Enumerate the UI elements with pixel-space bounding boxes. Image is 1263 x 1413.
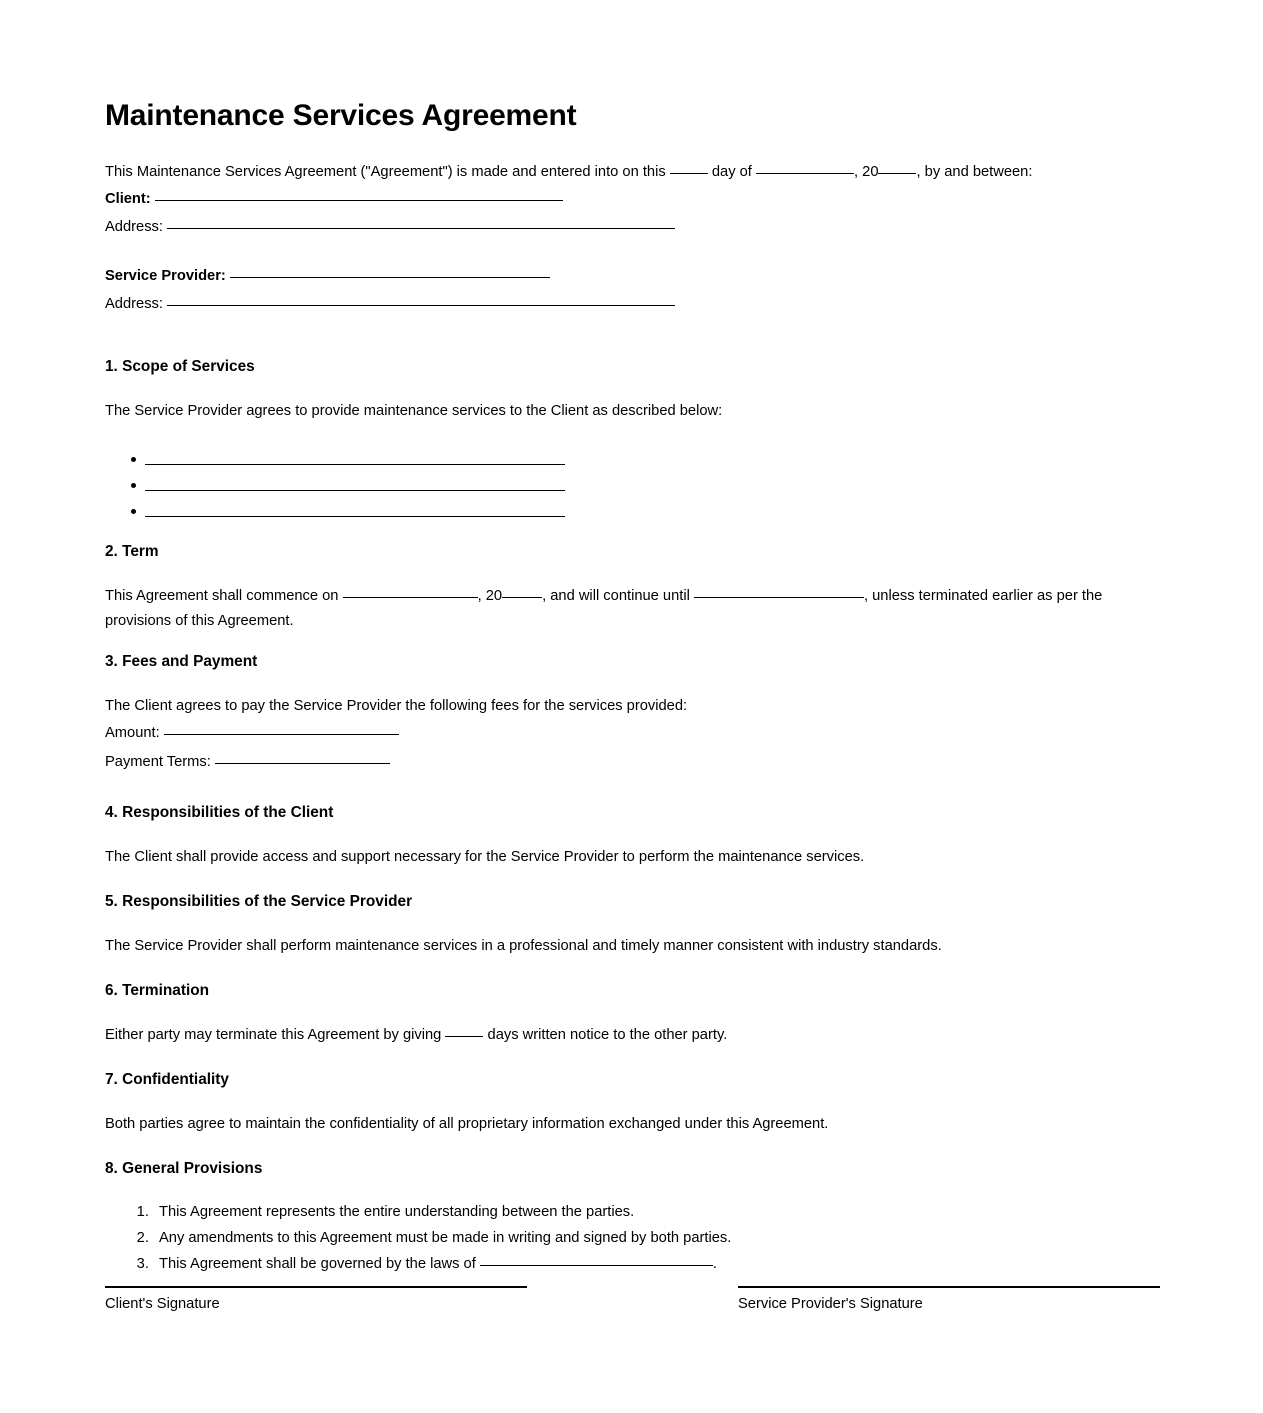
list-item [153,1251,1165,1277]
section-client-responsibilities [105,803,1165,870]
section-provider-responsibilities [105,892,1165,959]
section-heading-general-provisions: 8. General Provisions [105,1160,263,1178]
section-heading-confidentiality: 7. Confidentiality [105,1071,229,1089]
intro-text-part-2: day of [711,164,752,180]
client-address-field-row [105,213,1165,241]
term-end-date-input[interactable] [694,584,864,598]
intro-text-part-1: This Maintenance Services Agreement ("Agreement") is made and entered into on this [105,164,666,180]
client-signature-label: Client's Signature [105,1296,220,1312]
section-body-client-responsibilities: The Client shall provide access and support necessary for the Service Provider to perform the maintenance services. [105,849,865,866]
section-confidentiality [105,1070,1165,1137]
document-body [105,98,1165,1277]
section-body-provider-responsibilities: The Service Provider shall perform maintenance services in a professional and timely manner consistent with industry standards. [105,938,942,955]
provider-party-block [105,262,1165,318]
term-start-year-input[interactable] [502,584,542,598]
term-text-part-3: , and will continue until [542,588,690,605]
scope-item-input-1[interactable] [145,452,565,465]
payment-terms-input[interactable] [215,750,390,764]
payment-terms-label: Payment Terms: [105,754,211,771]
client-signature-line[interactable] [105,1286,527,1288]
list-item [131,446,1165,472]
provider-name-input[interactable] [230,264,550,278]
section-heading-termination: 6. Termination [105,982,210,1000]
list-item [131,472,1165,498]
year-blank[interactable] [878,160,916,174]
provider-signature-label: Service Provider's Signature [738,1296,923,1312]
scope-item-input-2[interactable] [145,478,565,491]
day-blank[interactable] [670,160,708,174]
section-heading-term: 2. Term [105,543,159,561]
section-body-term [105,584,1165,634]
termination-text-part-1: Either party may terminate this Agreement by giving [105,1027,442,1044]
term-text-part-2: , 20 [477,588,503,605]
section-heading-scope: 1. Scope of Services [105,358,255,375]
section-scope-of-services [105,357,1165,524]
list-item: 2. Any amendments to this Agreement must be made in writing and signed by both parties. [153,1225,1165,1251]
provider-signature-column [738,1286,1160,1314]
section-fees-and-payment [105,652,1165,777]
amount-field-row [105,719,1165,748]
page-title: Maintenance Services Agreement [105,99,577,132]
general-provisions-list [105,1199,1165,1277]
termination-text-part-2: days written notice to the other party. [487,1027,728,1044]
term-text-part-4: , unless terminated earlier as per the provisions of this Agreement. [105,588,1103,630]
section-term [105,542,1165,634]
client-name-input[interactable] [155,187,563,201]
client-field-row [105,185,1165,213]
provider-address-input[interactable] [167,292,675,306]
section-body-scope: The Service Provider agrees to provide maintenance services to the Client as described below: [105,403,723,420]
governing-law-input[interactable] [480,1252,713,1266]
section-body-termination [105,1023,1165,1048]
list-item [131,498,1165,524]
section-termination [105,981,1165,1048]
term-start-date-input[interactable] [343,584,478,598]
governing-law-text: This Agreement shall be governed by the laws of [159,1256,476,1273]
month-blank[interactable] [756,160,854,174]
amount-input[interactable] [164,721,399,735]
intro-text-part-4: , by and between: [916,164,1033,180]
section-body-confidentiality: Both parties agree to maintain the confidentiality of all proprietary information exchanged under this Agreement. [105,1116,829,1133]
provider-label: Service Provider: [105,268,226,284]
client-label: Client: [105,191,151,207]
provider-address-field-row [105,290,1165,318]
section-general-provisions [105,1159,1165,1277]
provider-field-row [105,262,1165,290]
payment-terms-field-row [105,748,1165,777]
client-address-input[interactable] [167,215,675,229]
section-heading-client-responsibilities: 4. Responsibilities of the Client [105,804,334,822]
section-body-fees: The Client agrees to pay the Service Provider the following fees for the services provided: [105,698,688,715]
client-party-block [105,185,1165,241]
amount-label: Amount: [105,725,160,742]
provider-signature-line[interactable] [738,1286,1160,1288]
scope-item-input-3[interactable] [145,504,565,517]
list-item: 1. This Agreement represents the entire understanding between the parties. [153,1199,1165,1225]
section-heading-fees: 3. Fees and Payment [105,653,258,671]
governing-law-period: . [712,1256,717,1273]
intro-paragraph [105,160,1165,185]
term-text-part-1: This Agreement shall commence on [105,588,339,605]
scope-items-list [105,446,1165,524]
client-signature-column [105,1286,527,1314]
section-heading-provider-responsibilities: 5. Responsibilities of the Service Provider [105,893,413,911]
notice-days-input[interactable] [445,1023,483,1037]
intro-text-part-3: , 20 [853,164,879,180]
client-address-label: Address: [105,219,163,235]
provider-address-label: Address: [105,296,163,312]
